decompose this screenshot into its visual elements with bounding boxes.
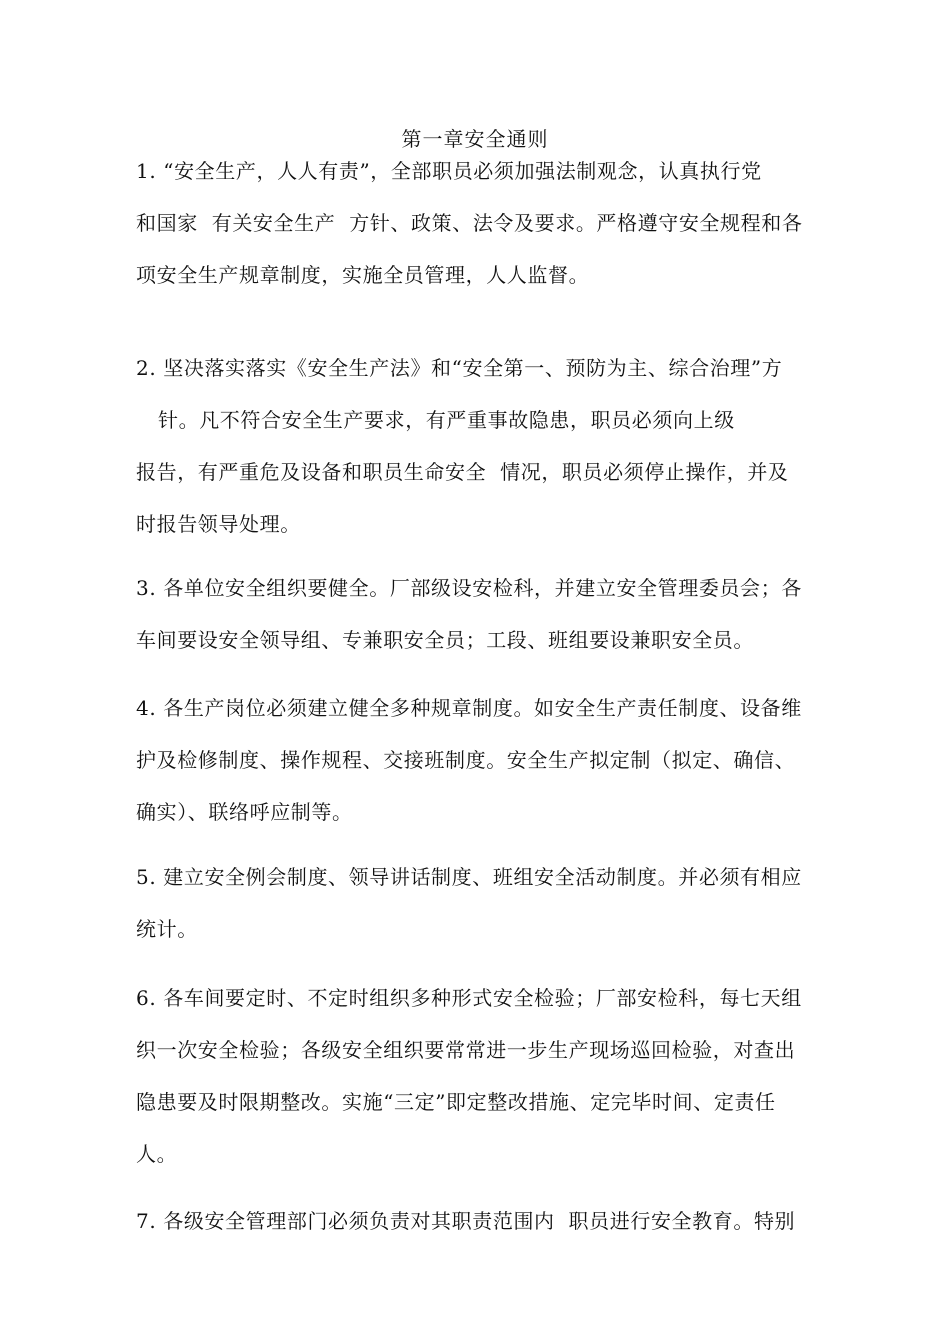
text-line: 和国家 有关安全生产 方针、政策、法令及要求。严格遵守安全规程和各 (136, 211, 803, 235)
text-line: 1. “安全生产，人人有责”，全部职员必须加强法制观念，认真执行党 (136, 159, 762, 183)
text-line: 车间要设安全领导组、专兼职安全员；工段、班组要设兼职安全员。 (136, 628, 754, 652)
text-line: 护及检修制度、操作规程、交接班制度。安全生产拟定制（拟定、确信、 (136, 748, 796, 772)
text-line: 报告，有严重危及设备和职员生命安全 情况，职员必须停止操作，并及 (136, 460, 789, 484)
text-line: 人。 (136, 1142, 178, 1166)
text-line: 时报告领导处理。 (136, 512, 301, 536)
text-line: 4. 各生产岗位必须建立健全多种规章制度。如安全生产责任制度、设备维 (136, 696, 802, 720)
text-line: 确实）、联络呼应制等。 (136, 800, 353, 824)
text-line: 5. 建立安全例会制度、领导讲话制度、班组安全活动制度。并必须有相应 (136, 865, 802, 889)
text-line: 项安全生产规章制度，实施全员管理，人人监督。 (136, 263, 590, 287)
text-line: 织一次安全检验；各级安全组织要常常进一步生产现场巡回检验，对查出 (136, 1038, 796, 1062)
text-line: 7. 各级安全管理部门必须负责对其职责范围内 职员进行安全教育。特别 (136, 1209, 796, 1233)
text-line: 统计。 (136, 917, 198, 941)
text-line: 隐患要及时限期整改。实施“三定”即定整改措施、定完毕时间、定责任 (136, 1090, 776, 1114)
text-line: 3. 各单位安全组织要健全。厂部级设安检科，并建立安全管理委员会；各 (136, 576, 802, 600)
chapter-title: 第一章安全通则 (401, 127, 549, 151)
text-line: 6. 各车间要定时、不定时组织多种形式安全检验；厂部安检科，每七天组 (136, 986, 802, 1010)
text-line: 针。凡不符合安全生产要求，有严重事故隐患，职员必须向上级 (158, 408, 735, 432)
text-line: 2. 坚决落实落实《安全生产法》和“安全第一、预防为主、综合治理”方 (136, 356, 783, 380)
